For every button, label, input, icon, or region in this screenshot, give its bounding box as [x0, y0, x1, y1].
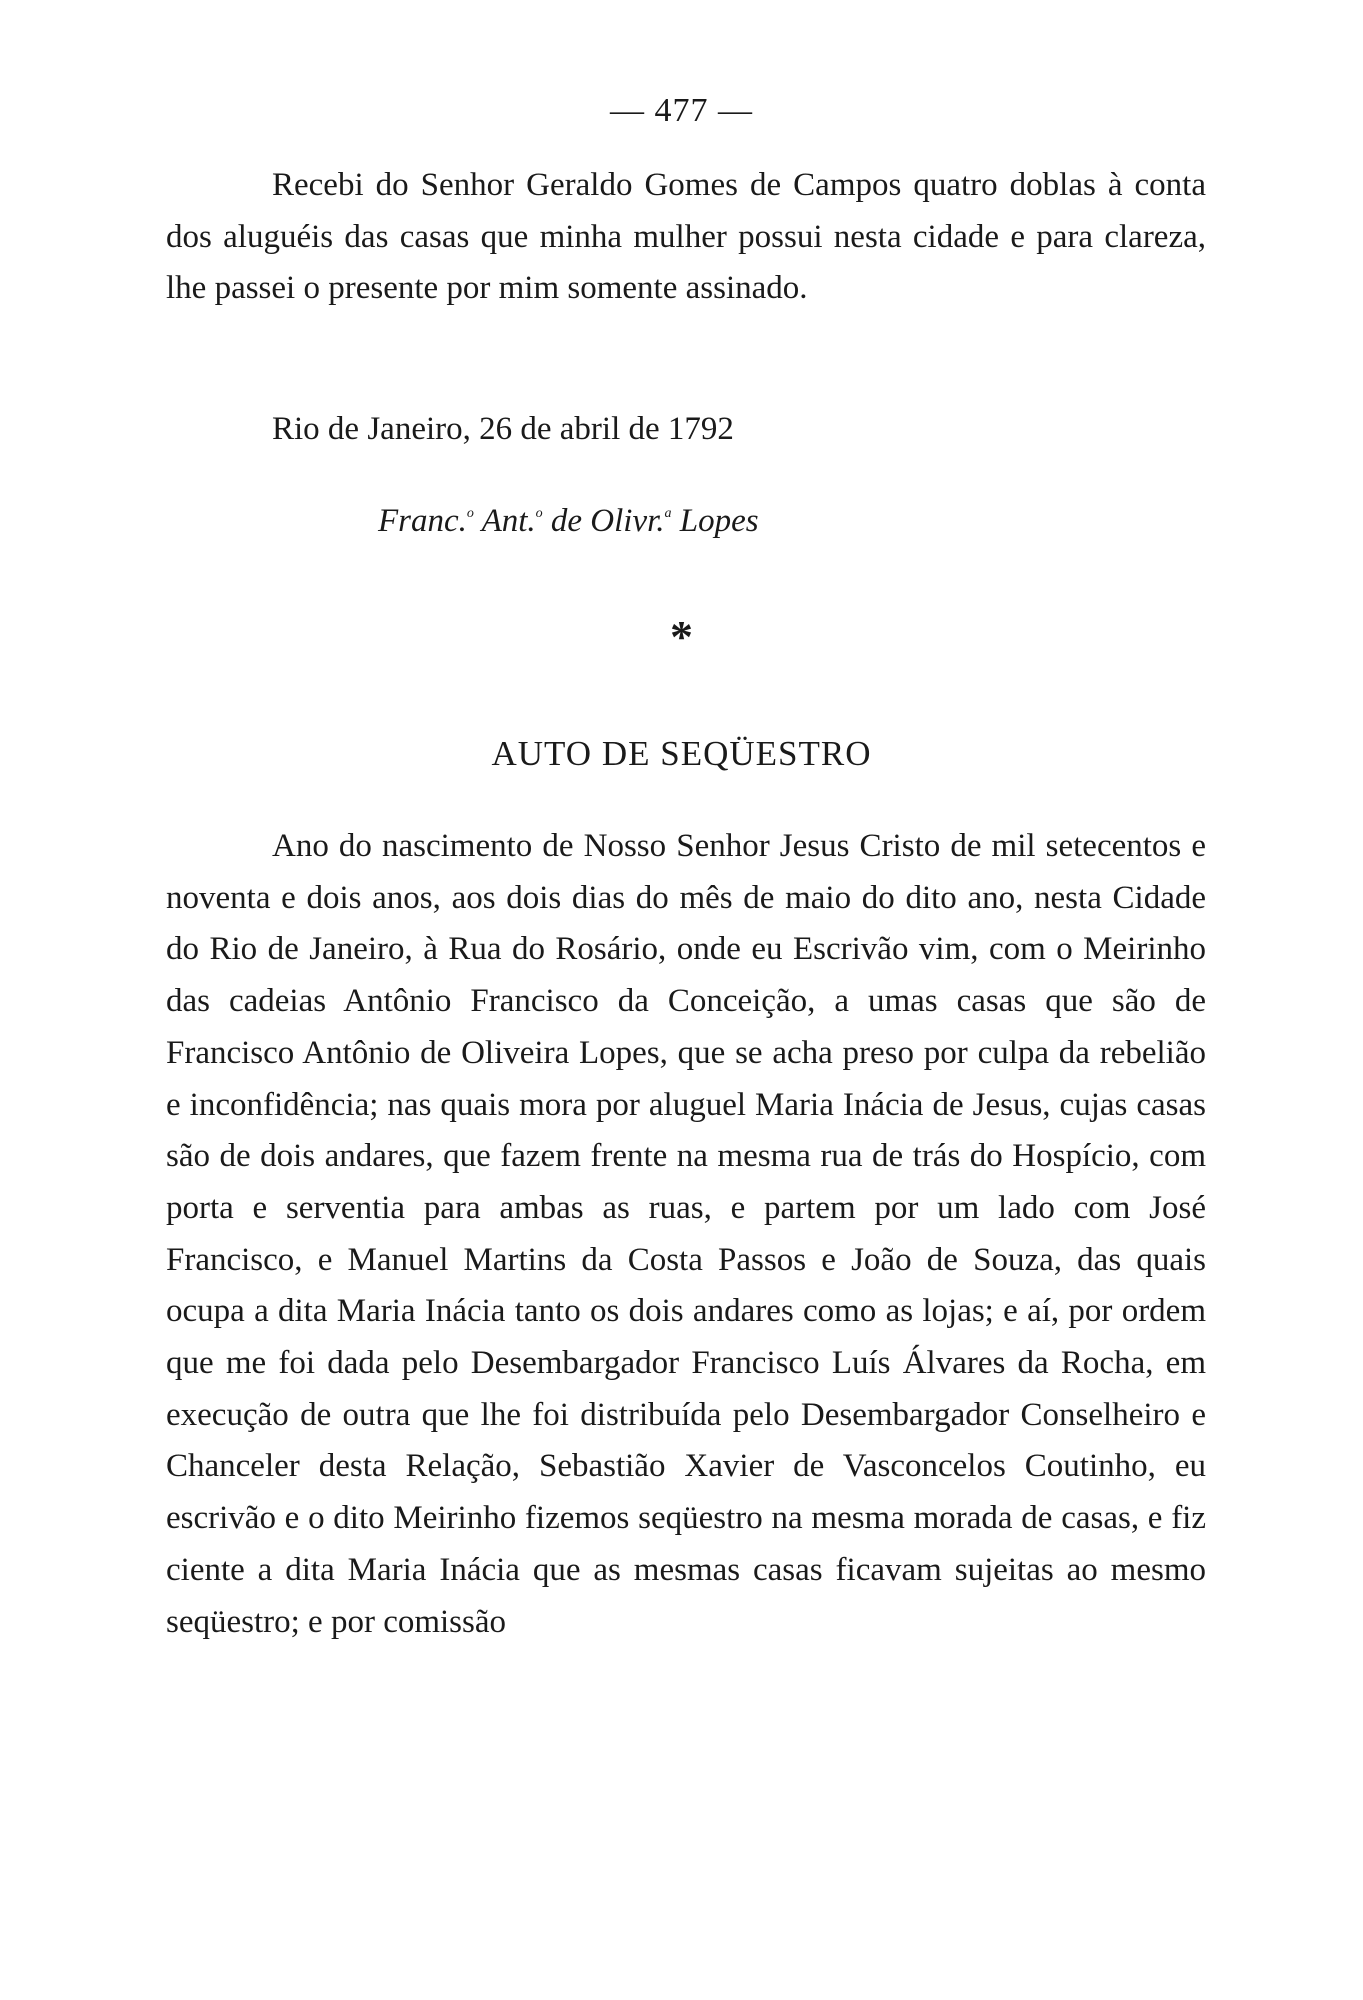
signature	[378, 488, 759, 547]
signature-word: de	[550, 503, 583, 539]
signature-word: Franc.	[378, 503, 467, 539]
page-number: — 477 —	[610, 92, 753, 129]
section-separator: *	[670, 611, 693, 662]
signature-word: Olivr.	[590, 503, 665, 539]
signature-superscript: o	[466, 506, 474, 521]
signature-word: Ant.	[481, 503, 536, 539]
receipt-paragraph	[166, 160, 1206, 315]
auto-paragraph	[166, 821, 1206, 1648]
section-title: AUTO DE SEQÜESTRO	[491, 734, 872, 773]
auto-text: Ano do nascimento de Nosso Senhor Jesus Cristo de mil setecentos e noventa e dois anos, aos dois dias do mês de maio do dito ano, nesta Cidade do Rio de Janeiro, à Rua do Rosário, onde eu Escrivão vim, com o Meirinho das cadeias Antônio Francisco da Conceição, a umas casas que são de Francisco Antônio de Oliveira Lopes, que se acha preso por culpa da rebelião e inconfidência; nas quais mora por aluguel Maria Inácia de Jesus, cujas casas são de dois andares, que fazem frente na mesma rua de trás do Hospício, com porta e serventia para ambas as ruas, e partem por um lado com José Francisco, e Manuel Martins da Costa Passos e João de Souza, das quais ocupa a dita Maria Inácia tanto os dois andares como as lojas; e aí, por ordem que me foi dada pelo Desembargador Francisco Luís Álvares da Rocha, em execução de outra que lhe foi distribuída pelo Desembargador Conselheiro e Chanceler desta Relação, Sebastião Xavier de Vasconcelos Coutinho, eu escrivão e o dito Meirinho fizemos seqüestro na mesma morada de casas, e fiz ciente a dita Maria Inácia que as mesmas casas ficavam sujeitas ao mesmo seqüestro; e por comissão	[166, 828, 1206, 1640]
receipt-text: Recebi do Senhor Geraldo Gomes de Campos quatro doblas à conta dos aluguéis das casas que minha mulher possui nesta cidade e para clareza, lhe passei o presente por mim somente assinado.	[166, 167, 1206, 307]
signature-word: Lopes	[679, 503, 759, 539]
signature-superscript: a	[664, 506, 672, 521]
signature-superscript: o	[535, 506, 543, 521]
receipt-dateline: Rio de Janeiro, 26 de abril de 1792	[272, 411, 734, 447]
